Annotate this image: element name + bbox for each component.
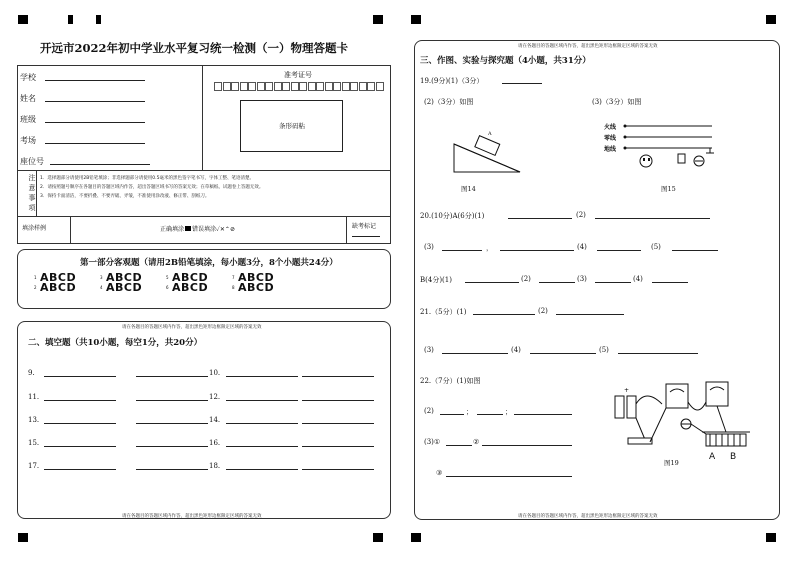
- exam-id-cell[interactable]: [274, 82, 282, 91]
- room-label: 考场: [20, 136, 36, 145]
- exam-id-cell[interactable]: [291, 82, 299, 91]
- exam-id-cell[interactable]: [257, 82, 265, 91]
- name-label: 姓名: [20, 94, 36, 103]
- correct-label: [160, 224, 235, 233]
- wiring-figure: [620, 118, 720, 173]
- correct-fill-text: 正确填涂: [160, 226, 185, 233]
- part1-title: 第一部分客观题（请用2B铅笔填涂，每小题3分，8个小题共24分）: [80, 258, 338, 268]
- q20-5-label: (5): [651, 243, 661, 251]
- fig19-caption: 图19: [664, 459, 679, 467]
- q20b-1-answer[interactable]: [465, 282, 519, 283]
- page-title: 开远市2022年初中学业水平复习统一检测（一）物理答题卡: [40, 41, 349, 55]
- choice-number: 3: [100, 275, 103, 280]
- fill-answer-line[interactable]: [44, 446, 116, 447]
- q22-label: 22.（7分）(1)如图: [420, 377, 481, 385]
- fill-number: 18.: [209, 462, 221, 470]
- fill-answer-line[interactable]: [226, 400, 298, 401]
- exam-id-cell[interactable]: [333, 82, 341, 91]
- q21-3-label: (3): [424, 346, 434, 354]
- wrong-fill-text: 错误填涂: [192, 226, 217, 233]
- fill-number: 17.: [28, 462, 40, 470]
- choice-bubbles[interactable]: ABCD: [106, 281, 143, 294]
- q21-label: 21.（5分）(1): [420, 308, 467, 316]
- choice-number: 4: [100, 285, 103, 290]
- fill-answer-line[interactable]: [226, 469, 298, 470]
- timing-mark: [96, 15, 101, 24]
- q20b-label: B(4分)(1): [420, 276, 452, 284]
- q20b-4-label: (4): [633, 275, 643, 283]
- part3-title: 三、作图、实验与探究题（4小题，共31分）: [420, 56, 591, 66]
- exam-id-cell[interactable]: [367, 82, 375, 91]
- q22-sep2: ；: [505, 408, 512, 416]
- part2-panel: [17, 321, 391, 519]
- fill-answer-line[interactable]: [136, 400, 208, 401]
- note-2: 2．请按照题号顺序在各题目的答题区域内作答，超出答题区域书写的答案无效；在草稿纸、试题卷上答题无效。: [40, 185, 264, 190]
- timing-mark: [373, 533, 383, 542]
- q21-3-answer[interactable]: [442, 353, 508, 354]
- fig15-caption: 图15: [661, 185, 676, 193]
- choice-number: 1: [34, 275, 37, 280]
- q21-2-answer[interactable]: [556, 314, 624, 315]
- q19-3-label: (3)（3分）如图: [592, 98, 642, 106]
- exam-id-cell[interactable]: [299, 82, 307, 91]
- exam-id-cell[interactable]: [231, 82, 239, 91]
- fill-number: 9.: [28, 369, 35, 377]
- choice-bubbles[interactable]: ABCD: [172, 271, 209, 284]
- example-label: 填涂样例: [22, 225, 47, 232]
- timing-mark: [18, 533, 28, 542]
- q22-3c-label: ③: [436, 469, 443, 477]
- q20-5-answer[interactable]: [672, 250, 718, 251]
- exam-id-cell[interactable]: [282, 82, 290, 91]
- choice-number: 5: [166, 275, 169, 280]
- q20b-3-label: (3): [577, 275, 587, 283]
- q21-5-label: (5): [599, 346, 609, 354]
- exam-id-cell[interactable]: [265, 82, 273, 91]
- part2-title: 二、填空题（共10小题，每空1分，共20分）: [28, 338, 203, 348]
- choice-bubbles[interactable]: ABCD: [238, 271, 275, 284]
- choice-number: 2: [34, 285, 37, 290]
- q19-answer[interactable]: [502, 83, 542, 84]
- q21-2-label: (2): [538, 307, 548, 315]
- choice-group: [34, 273, 96, 295]
- fill-answer-line[interactable]: [44, 423, 116, 424]
- q20-3a-answer[interactable]: [442, 250, 482, 251]
- fill-answer-line[interactable]: [136, 376, 208, 377]
- fill-number: 11.: [28, 393, 40, 401]
- absent-mark-box[interactable]: [352, 236, 380, 237]
- fill-number: 16.: [209, 439, 221, 447]
- timing-mark: [18, 15, 28, 24]
- fill-answer-line[interactable]: [226, 446, 298, 447]
- fill-answer-line[interactable]: [302, 469, 374, 470]
- q21-1-answer[interactable]: [473, 314, 535, 315]
- timing-mark: [411, 533, 421, 542]
- fill-answer-line[interactable]: [136, 446, 208, 447]
- exam-id-cell[interactable]: [223, 82, 231, 91]
- exam-id-cell[interactable]: [350, 82, 358, 91]
- fig19-b: B: [730, 452, 737, 462]
- name-field[interactable]: [45, 101, 145, 102]
- exam-id-cell[interactable]: [325, 82, 333, 91]
- timing-mark: [373, 15, 383, 24]
- svg-text:+: +: [624, 387, 630, 394]
- q22-2b-answer[interactable]: [477, 414, 503, 415]
- fill-answer-line[interactable]: [44, 469, 116, 470]
- warning-bottom-left: 请在各题目的答题区域内作答，超出黑色矩形边框限定区域的答案无效: [122, 514, 262, 519]
- q20-comma: ，: [486, 244, 493, 252]
- fill-answer-line[interactable]: [302, 423, 374, 424]
- exam-id-cell[interactable]: [240, 82, 248, 91]
- q20-2-answer[interactable]: [595, 218, 710, 219]
- q21-4-label: (4): [511, 346, 521, 354]
- q22-3-label: (3)①: [424, 438, 441, 446]
- q21-5-answer[interactable]: [618, 353, 698, 354]
- school-field[interactable]: [45, 80, 145, 81]
- timing-mark: [68, 15, 73, 24]
- exam-id-cell[interactable]: [248, 82, 256, 91]
- fig14-box-label: A: [488, 131, 492, 137]
- fill-answer-line[interactable]: [136, 469, 208, 470]
- q20-4-label: (4): [577, 243, 587, 251]
- choice-bubbles[interactable]: ABCD: [238, 281, 275, 294]
- choice-group: [100, 273, 162, 295]
- absent-label: 缺考标记: [352, 223, 377, 230]
- timing-mark: [766, 533, 776, 542]
- ground-wire-label: 地线: [604, 146, 617, 153]
- q19-2-label: (2)（3分）如图: [424, 98, 474, 106]
- exam-id-cell[interactable]: [376, 82, 384, 91]
- q20-3-label: (3): [424, 243, 434, 251]
- q20b-3-answer[interactable]: [595, 282, 631, 283]
- fill-number: 15.: [28, 439, 40, 447]
- room-field[interactable]: [45, 143, 145, 144]
- wrong-fill-marks: ✓✕⌃⊘: [216, 226, 235, 233]
- fill-answer-line[interactable]: [302, 446, 374, 447]
- q22-3a-answer[interactable]: [446, 445, 472, 446]
- choice-group: [166, 273, 228, 295]
- q22-2-label: (2): [424, 407, 434, 415]
- choice-number: 8: [232, 285, 235, 290]
- fill-answer-line[interactable]: [302, 376, 374, 377]
- q22-3c-answer[interactable]: [446, 476, 572, 477]
- class-label: 班级: [20, 115, 36, 124]
- fill-number: 10.: [209, 369, 221, 377]
- q22-sep1: ；: [466, 408, 473, 416]
- seat-label: 座位号: [20, 157, 44, 166]
- barcode-label: 条形码粘: [279, 122, 305, 130]
- q22-3b-label: ②: [473, 438, 480, 446]
- fill-number: 12.: [209, 393, 221, 401]
- exam-id-cell[interactable]: [359, 82, 367, 91]
- incline-figure: [446, 124, 526, 174]
- exam-id-grid[interactable]: [214, 82, 384, 93]
- timing-mark: [766, 15, 776, 24]
- note-1: 1．选择题部分请使用2B铅笔填涂；非选择题部分请使用0.5毫米的黑色签字笔书写，字体工整、笔迹清楚。: [40, 176, 254, 181]
- q22-2c-answer[interactable]: [514, 414, 572, 415]
- q20-4-answer[interactable]: [597, 250, 641, 251]
- seat-field[interactable]: [50, 164, 150, 165]
- live-wire-label: 火线: [604, 124, 617, 131]
- choice-bubbles[interactable]: ABCD: [106, 271, 143, 284]
- choice-group: [232, 273, 294, 295]
- note-3: 3．保持卡面清洁，不要折叠、不要弄破、弄皱，不准使用涂改液、修正带、刮纸刀。: [40, 194, 210, 199]
- choice-bubbles[interactable]: ABCD: [172, 281, 209, 294]
- q20b-2-answer[interactable]: [539, 282, 575, 283]
- fill-answer-line[interactable]: [44, 400, 116, 401]
- exam-id-label: 准考证号: [284, 71, 312, 79]
- choice-bubbles[interactable]: ABCD: [40, 281, 77, 294]
- fig14-caption: 图14: [461, 185, 476, 193]
- q20-label: 20.(10分)A(6分)(1): [420, 212, 485, 220]
- q20b-2-label: (2): [521, 275, 531, 283]
- q20b-4-answer[interactable]: [652, 282, 688, 283]
- fill-answer-line[interactable]: [44, 376, 116, 377]
- q20-3b-answer[interactable]: [500, 250, 574, 251]
- exam-id-cell[interactable]: [308, 82, 316, 91]
- q22-2a-answer[interactable]: [440, 414, 464, 415]
- notes-label: 注意事项: [28, 174, 36, 212]
- fill-answer-line[interactable]: [226, 376, 298, 377]
- q20-2-label: (2): [576, 211, 586, 219]
- q20-1-answer[interactable]: [508, 218, 572, 219]
- choice-number: 7: [232, 275, 235, 280]
- choice-area: [34, 273, 374, 295]
- q22-3b-answer[interactable]: [482, 445, 572, 446]
- class-field[interactable]: [45, 122, 145, 123]
- warning-top-right: 请在各题目的答题区域内作答，超出黑色矩形边框限定区域的答案无效: [518, 44, 658, 49]
- choice-number: 6: [166, 285, 169, 290]
- warning-top-left: 请在各题目的答题区域内作答，超出黑色矩形边框限定区域的答案无效: [122, 325, 262, 330]
- exam-id-cell[interactable]: [342, 82, 350, 91]
- fill-answer-line[interactable]: [136, 423, 208, 424]
- q21-4-answer[interactable]: [530, 353, 596, 354]
- fill-answer-line[interactable]: [302, 400, 374, 401]
- neutral-wire-label: 零线: [604, 135, 617, 142]
- choice-bubbles[interactable]: ABCD: [40, 271, 77, 284]
- q19-label: 19.(9分)(1)（3分）: [420, 77, 484, 85]
- fill-answer-line[interactable]: [226, 423, 298, 424]
- school-label: 学校: [20, 73, 36, 82]
- warning-bottom-right: 请在各题目的答题区域内作答，超出黑色矩形边框限定区域的答案无效: [518, 514, 658, 519]
- correct-fill-mark: [185, 226, 191, 231]
- exam-id-cell[interactable]: [316, 82, 324, 91]
- timing-mark: [411, 15, 421, 24]
- fig19-a: A: [709, 452, 716, 462]
- fill-number: 14.: [209, 416, 221, 424]
- exam-id-cell[interactable]: [214, 82, 222, 91]
- fill-number: 13.: [28, 416, 40, 424]
